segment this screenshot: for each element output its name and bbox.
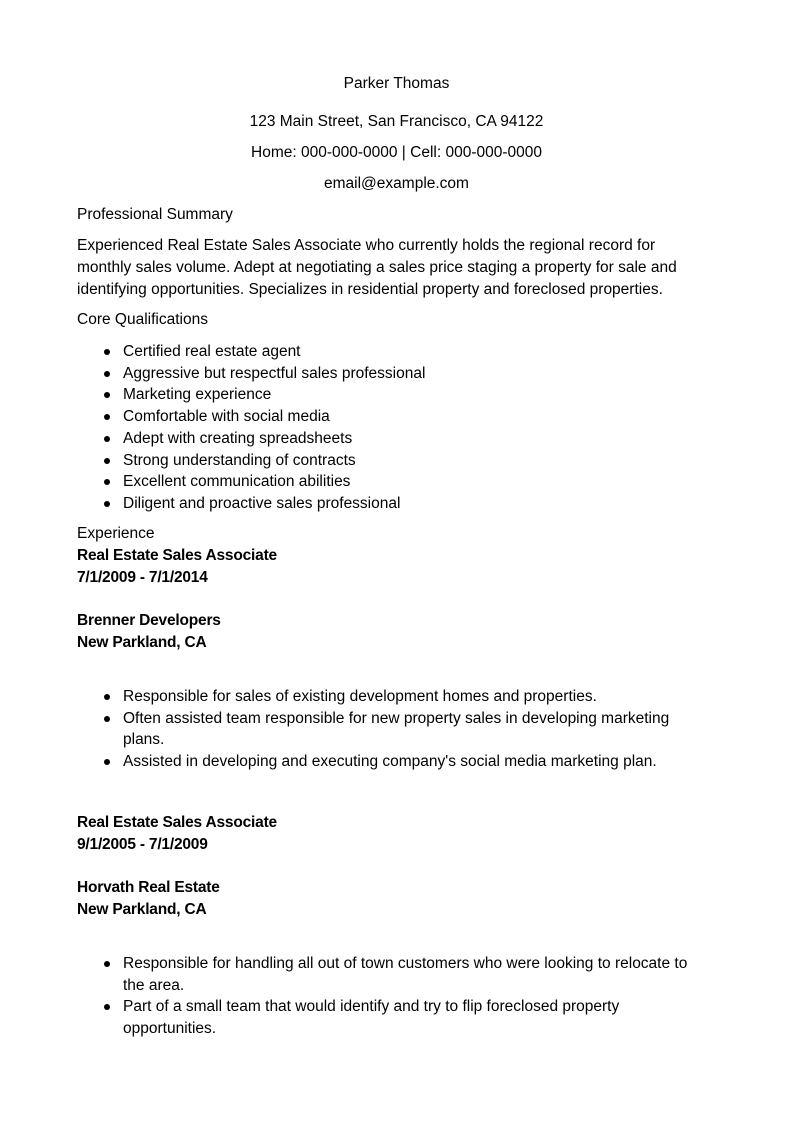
- summary-line: Experienced Real Estate Sales Associate who currently holds the regional record for: [77, 237, 656, 254]
- bullet-icon: [104, 349, 110, 355]
- list-item: [0, 450, 723, 472]
- summary-heading: Professional Summary: [77, 206, 233, 223]
- qualifications-heading: Core Qualifications: [77, 311, 208, 328]
- bullet-icon: [104, 458, 110, 464]
- list-item: [0, 751, 723, 773]
- list-item-text: Often assisted team responsible for new property sales in developing marketing: [123, 709, 670, 727]
- list-item-text: Responsible for handling all out of town customers who were looking to relocate to: [123, 955, 688, 972]
- job-duties-list: [0, 686, 793, 773]
- list-item-text: plans.: [123, 731, 165, 749]
- list-item-text: Assisted in developing and executing company's social media marketing plan.: [123, 753, 657, 771]
- bullet-icon: [104, 414, 110, 420]
- list-item-text: Adept with creating spreadsheets: [123, 429, 353, 447]
- bullet-icon: [104, 694, 110, 700]
- phone-numbers: Home: 000-000-0000 | Cell: 000-000-0000: [251, 144, 542, 161]
- bullet-icon: [104, 501, 110, 507]
- bullet-icon: [104, 1004, 110, 1010]
- list-item: [0, 341, 723, 363]
- bullet-icon: [104, 716, 110, 722]
- qualifications-list: [0, 341, 793, 515]
- company-name: Horvath Real Estate: [77, 879, 220, 896]
- list-item-text: Part of a small team that would identify and try to flip foreclosed property: [123, 998, 620, 1016]
- list-item: [0, 428, 723, 450]
- list-item-text: Diligent and proactive sales professional: [123, 494, 401, 512]
- list-item-text: Comfortable with social media: [123, 408, 330, 426]
- job-dates: 7/1/2009 - 7/1/2014: [77, 569, 208, 586]
- list-item-text: Aggressive but respectful sales professional: [123, 364, 426, 382]
- summary-line: identifying opportunities. Specializes in residential property and foreclosed properties.: [77, 281, 663, 298]
- job-location: New Parkland, CA: [77, 901, 207, 918]
- list-item-text: opportunities.: [123, 1020, 217, 1038]
- bullet-icon: [104, 371, 110, 377]
- list-item: [0, 708, 723, 751]
- list-item-text: Certified real estate agent: [123, 343, 301, 360]
- list-item-text: Responsible for sales of existing development homes and properties.: [123, 688, 597, 705]
- experience-heading: Experience: [77, 525, 155, 542]
- job-title: Real Estate Sales Associate: [77, 547, 277, 564]
- bullet-icon: [104, 436, 110, 442]
- candidate-name: Parker Thomas: [343, 75, 450, 92]
- bullet-icon: [104, 961, 110, 967]
- summary-paragraph: [77, 235, 717, 301]
- company-name: Brenner Developers: [77, 612, 221, 629]
- job-title: Real Estate Sales Associate: [77, 814, 277, 831]
- job-duties-list: [0, 953, 793, 1040]
- list-item: [0, 953, 723, 996]
- list-item-text: the area.: [123, 976, 185, 994]
- list-item-text: Marketing experience: [123, 386, 272, 404]
- list-item: [0, 686, 723, 708]
- job-dates: 9/1/2005 - 7/1/2009: [77, 836, 208, 853]
- bullet-icon: [104, 392, 110, 398]
- list-item-text: Strong understanding of contracts: [123, 451, 356, 469]
- summary-line: monthly sales volume. Adept at negotiating a sales price staging a property for sale and: [77, 259, 677, 276]
- email: email@example.com: [324, 175, 469, 192]
- list-item: [0, 493, 723, 515]
- bullet-icon: [104, 479, 110, 485]
- list-item: [0, 471, 723, 493]
- address: 123 Main Street, San Francisco, CA 94122: [249, 113, 544, 130]
- bullet-icon: [104, 759, 110, 765]
- list-item: [0, 384, 723, 406]
- list-item: [0, 996, 723, 1039]
- list-item: [0, 406, 723, 428]
- list-item: [0, 363, 723, 385]
- job-location: New Parkland, CA: [77, 634, 207, 651]
- list-item-text: Excellent communication abilities: [123, 473, 351, 491]
